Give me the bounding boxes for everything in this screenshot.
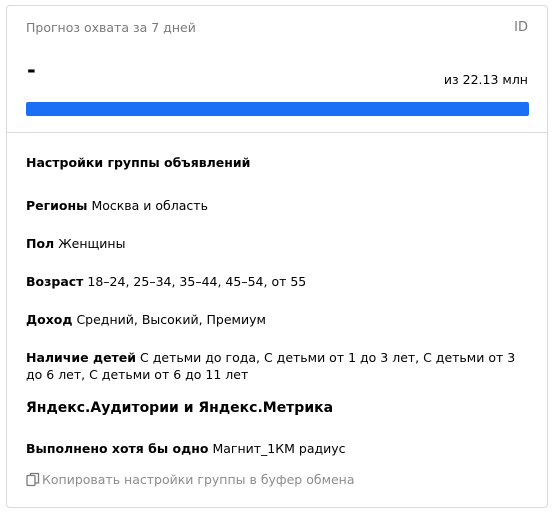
- copy-icon: [26, 472, 40, 487]
- setting-value: Женщины: [58, 236, 126, 251]
- copy-settings-button[interactable]: [26, 472, 355, 487]
- forecast-title: Прогноз охвата за 7 дней: [26, 20, 196, 35]
- settings-title: Настройки группы объявлений: [26, 155, 251, 170]
- forecast-section: [7, 6, 547, 133]
- setting-key: Пол: [26, 236, 55, 251]
- setting-value: Москва и область: [91, 198, 208, 213]
- setting-value: С детьми до года, С детьми от 1 до 3 лет, С детьми от 3 до 6 лет, С детьми от 6 до 11 лет: [26, 350, 516, 382]
- reach-progress-fill: [26, 102, 529, 116]
- setting-key: Регионы: [26, 198, 88, 213]
- setting-row-children: [26, 349, 534, 383]
- setting-value: Средний, Высокий, Премиум: [76, 312, 266, 327]
- id-label: ID: [514, 20, 528, 35]
- setting-row-age: [26, 273, 534, 290]
- setting-key: Выполнено хотя бы одно: [26, 441, 209, 456]
- setting-key: Доход: [26, 312, 73, 327]
- reach-forecast-card: [6, 5, 548, 508]
- copy-settings-label: Копировать настройки группы в буфер обмена: [42, 472, 355, 487]
- reach-progress-bar: [26, 102, 529, 116]
- setting-value: 18–24, 25–34, 35–44, 45–54, от 55: [87, 274, 307, 289]
- setting-row-regions: [26, 197, 534, 214]
- setting-value: Магнит_1КМ радиус: [212, 441, 346, 456]
- setting-row-metrika-condition: [26, 440, 534, 457]
- setting-row-income: [26, 311, 534, 328]
- setting-key: Наличие детей: [26, 350, 137, 365]
- setting-row-gender: [26, 235, 534, 252]
- reach-value: -: [27, 58, 36, 82]
- setting-key: Возраст: [26, 274, 84, 289]
- metrika-section-title: Яндекс.Аудитории и Яндекс.Метрика: [26, 400, 334, 416]
- reach-total: из 22.13 млн: [443, 72, 528, 87]
